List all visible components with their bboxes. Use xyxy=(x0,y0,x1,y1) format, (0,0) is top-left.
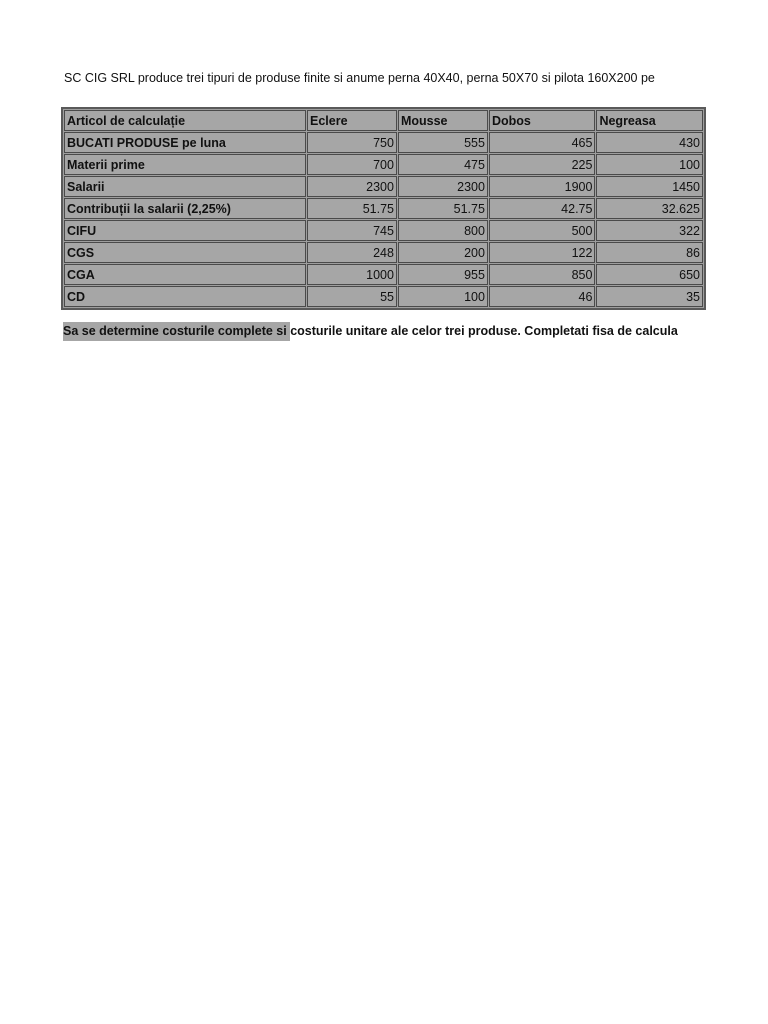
table-cell: 200 xyxy=(398,242,488,263)
table-row xyxy=(64,264,703,285)
table-header-row xyxy=(64,110,703,131)
row-label: CD xyxy=(64,286,306,307)
row-label: CGA xyxy=(64,264,306,285)
row-label: Salarii xyxy=(64,176,306,197)
table-cell: 1900 xyxy=(489,176,596,197)
table-row xyxy=(64,176,703,197)
table-cell: 475 xyxy=(398,154,488,175)
table-cell: 745 xyxy=(307,220,397,241)
table-cell: 46 xyxy=(489,286,596,307)
table-cell: 650 xyxy=(596,264,703,285)
table-cell: 51.75 xyxy=(398,198,488,219)
table-cell: 51.75 xyxy=(307,198,397,219)
table-cell: 248 xyxy=(307,242,397,263)
table-cell: 1450 xyxy=(596,176,703,197)
table-row xyxy=(64,132,703,153)
table-cell: 225 xyxy=(489,154,596,175)
row-label: Contribuții la salarii (2,25%) xyxy=(64,198,306,219)
table-cell: 322 xyxy=(596,220,703,241)
table-cell: 100 xyxy=(398,286,488,307)
highlighted-text: Sa se determine costurile complete si xyxy=(63,322,290,341)
table-cell: 1000 xyxy=(307,264,397,285)
header-mousse: Mousse xyxy=(398,110,488,131)
header-dobos: Dobos xyxy=(489,110,596,131)
table-cell: 2300 xyxy=(307,176,397,197)
table-cell: 122 xyxy=(489,242,596,263)
table-cell: 35 xyxy=(596,286,703,307)
table-row xyxy=(64,286,703,307)
intro-paragraph: SC CIG SRL produce trei tipuri de produse finite si anume perna 40X40, perna 50X70 si pilota 160X200 pe xyxy=(64,71,655,85)
table-row xyxy=(64,154,703,175)
table-cell: 100 xyxy=(596,154,703,175)
instruction-paragraph xyxy=(63,321,753,341)
table-cell: 750 xyxy=(307,132,397,153)
table-cell: 500 xyxy=(489,220,596,241)
row-label: Materii prime xyxy=(64,154,306,175)
table-cell: 32.625 xyxy=(596,198,703,219)
row-label: CGS xyxy=(64,242,306,263)
table-cell: 430 xyxy=(596,132,703,153)
table-cell: 86 xyxy=(596,242,703,263)
row-label: BUCATI PRODUSE pe luna xyxy=(64,132,306,153)
table-cell: 55 xyxy=(307,286,397,307)
table-cell: 42.75 xyxy=(489,198,596,219)
table-cell: 800 xyxy=(398,220,488,241)
table-cell: 555 xyxy=(398,132,488,153)
header-negreasa: Negreasa xyxy=(596,110,703,131)
table-row xyxy=(64,242,703,263)
table-cell: 700 xyxy=(307,154,397,175)
table-row xyxy=(64,198,703,219)
table-cell: 2300 xyxy=(398,176,488,197)
row-label: CIFU xyxy=(64,220,306,241)
header-cost-item: Articol de calculație xyxy=(64,110,306,131)
table-row xyxy=(64,220,703,241)
table-cell: 955 xyxy=(398,264,488,285)
table-cell: 465 xyxy=(489,132,596,153)
table-cell: 850 xyxy=(489,264,596,285)
instruction-text: costurile unitare ale celor trei produse. Completati fisa de calcula xyxy=(290,324,678,338)
header-eclere: Eclere xyxy=(307,110,397,131)
cost-calculation-table xyxy=(61,107,706,310)
